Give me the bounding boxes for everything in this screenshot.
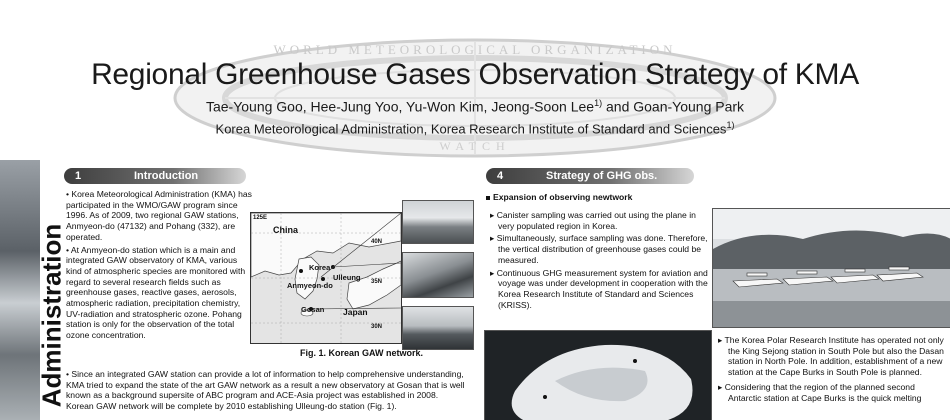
section-1-header (64, 168, 246, 184)
intro-paragraph-2: • At Anmyeon-do station which is a main and integrated GAW observatory of KMA, various kind of atmospheric species are monitored with regard to several research fields such as greenhouse gases, reactive gases, aerosols, atmospheric radiation, precipitation chemistry, UV-radiation and stratospheric ozone. Pohang station is only for the observation of the total ozone concentration. (66, 244, 246, 341)
aircraft-photo (712, 208, 950, 328)
map-label-125e: 125E (253, 215, 268, 221)
subheading-text: Expansion of observing newtwork (493, 192, 633, 202)
author-line (0, 98, 950, 115)
antarctica-map (484, 330, 712, 420)
station-photo-1 (402, 200, 474, 244)
section-4-subheading (486, 192, 706, 203)
affiliation-line (0, 120, 950, 136)
intro-paragraph-3: • Since an integrated GAW station can provide a lot of information to help comprehensive understanding, KMA tried to expand the state of the art GAW network as a result a new observatory at Gosan that is well known as a background supersite of ABC program and ACE-Asia project was established in 2008. Korean GAW network will be complete by 2010 establishing Ulleung-do station (Fig. 1). (66, 369, 465, 412)
section-4-bullets (490, 210, 712, 312)
section-4-title: Strategy of GHG obs. (546, 170, 658, 182)
poster-title: Regional Greenhouse Gases Observation Strategy of KMA (91, 58, 859, 91)
polar-notes (718, 335, 950, 407)
side-vertical-text: Administration (36, 223, 67, 408)
map-label-japan: Japan (343, 307, 368, 317)
station-photo-3 (402, 306, 474, 350)
figure-1-caption: Fig. 1. Korean GAW network. (300, 348, 424, 358)
korean-gaw-network-map (250, 212, 402, 344)
emblem-text-bottom: WATCH (439, 139, 511, 153)
map-label-gosan: Gosan (301, 305, 325, 314)
authors-superscript: 1) (594, 98, 603, 108)
map-label-anmyeon: Anmyeon-do (287, 281, 333, 290)
section-4-number: 4 (496, 170, 504, 182)
polar-note-1: ▸ The Korea Polar Research Institute has operated not only the King Sejong station in South Pole but also the Dasan station in North Pole. In addition, establishment of a new station at the Cape Burks in South Pole is planned. (718, 335, 944, 378)
emblem-text-top: WORLD METEOROLOGICAL ORGANIZATION (273, 42, 677, 57)
map-label-ulleung: Ulleung (333, 273, 361, 282)
map-label-30n: 30N (371, 324, 383, 330)
section-1-number: 1 (74, 170, 82, 182)
intro-paragraph-1: • Korea Meteorological Administration (KMA) has participated in the WMO/GAW program since 1996. As of 2009, two regional GAW stations, Anmyeon-do (47132) and Pohang (332), are operated. (66, 189, 252, 242)
bullet-square-icon (486, 196, 490, 200)
section-1-title: Introduction (134, 170, 199, 182)
authors-tail: and Goan-Young Park (602, 98, 745, 115)
section-1-text (66, 189, 254, 341)
list-item: ▸ Simultaneously, surface sampling was done. Therefore, the vertical distribution of greenhouse gases could be measured. (490, 233, 708, 265)
map-label-china: China (273, 225, 299, 235)
station-photo-2 (402, 252, 474, 298)
section-4-header (486, 168, 694, 184)
map-label-35n: 35N (371, 279, 383, 285)
map-label-korea: Korea (309, 263, 331, 272)
list-item: ▸ Canister sampling was carried out using the plane in very populated region in Korea. (490, 210, 696, 231)
affiliation: Korea Meteorological Administration, Korea Research Institute of Standard and Sciences (215, 121, 727, 137)
affiliation-superscript: 1) (726, 120, 735, 130)
side-photo-strip (0, 160, 40, 420)
list-item: ▸ Continuous GHG measurement system for aviation and voyage was under development in cooperation with the Korea Research Institute of Standard and Sciences (KRISS). (490, 267, 708, 310)
polar-note-2: ▸ Considering that the region of the planned second Antarctic station at Cape Burks is the quick melting (718, 381, 922, 403)
map-label-40n: 40N (371, 239, 383, 245)
authors: Tae-Young Goo, Hee-Jung Yoo, Yu-Won Kim, Jeong-Soon Lee (205, 98, 595, 115)
